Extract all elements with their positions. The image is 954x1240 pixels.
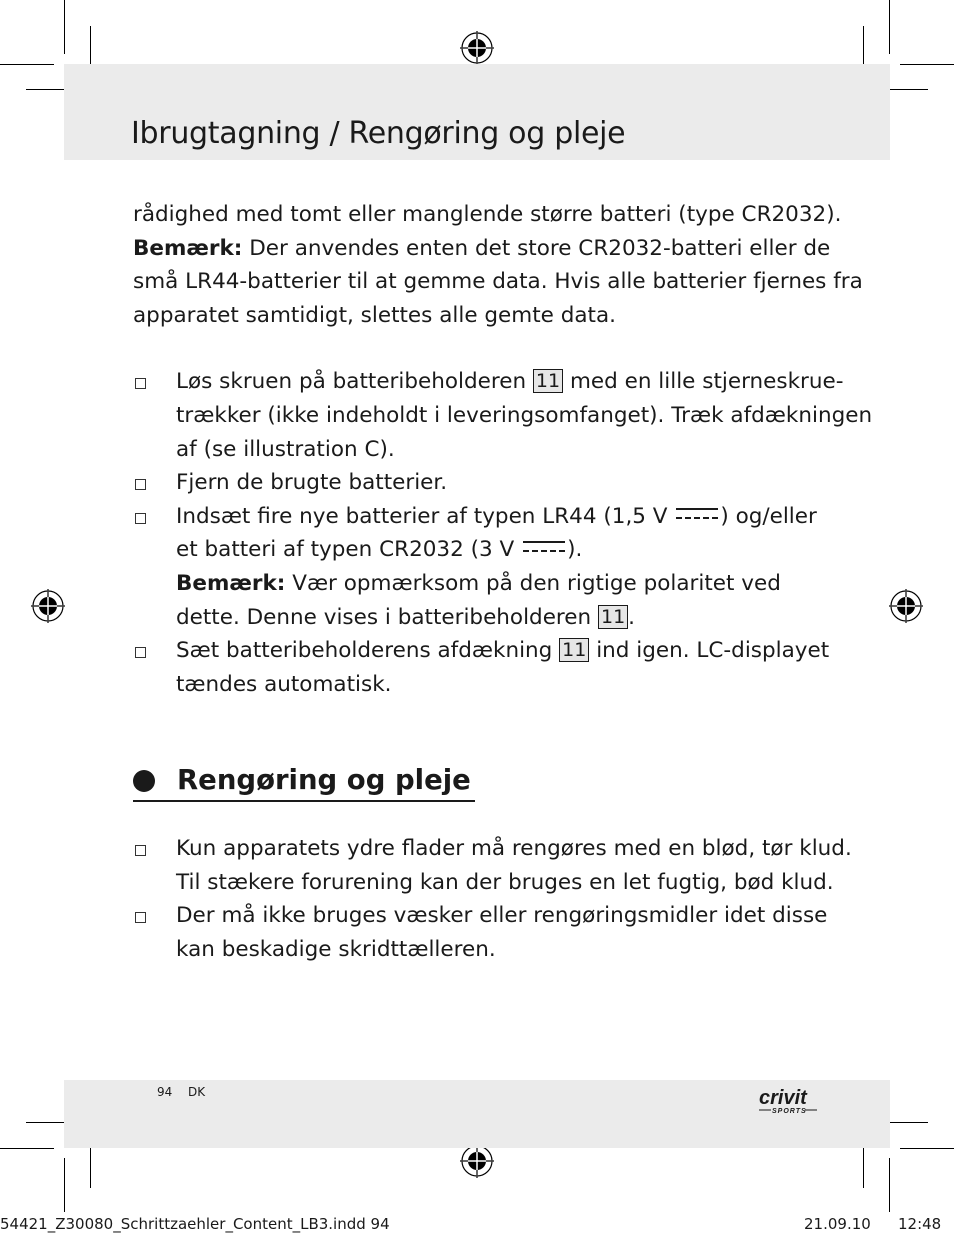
step-text: med en lille stjerneskrue- <box>563 369 844 395</box>
list-item-line <box>176 533 833 567</box>
intro-line <box>133 232 833 266</box>
step-text: Vær opmærksom på den rigtige polaritet ved <box>285 570 781 596</box>
note-label: Bemærk: <box>176 570 286 596</box>
list-item-line <box>176 365 844 399</box>
part-reference: 11 <box>533 369 563 393</box>
list-item-line <box>176 500 833 534</box>
list-item-line: kan beskadige skridttælleren. <box>176 936 496 962</box>
registration-mark-icon <box>889 589 923 623</box>
list-item-line: tændes automatisk. <box>176 671 392 697</box>
list-item <box>133 365 873 466</box>
crop-mark <box>64 0 65 54</box>
registration-mark-icon <box>31 589 65 623</box>
checkbox-bullet-icon <box>135 479 146 490</box>
section-title: Rengøring og pleje <box>177 764 471 796</box>
slug-time: 12:48 <box>898 1215 942 1233</box>
registration-mark-icon <box>460 1144 494 1178</box>
list-item-line: Kun apparatets ydre flader må rengøres med en blød, tør klud. <box>176 836 852 861</box>
checkbox-bullet-icon <box>135 378 146 389</box>
logo-wordmark: crivit <box>759 1087 807 1109</box>
list-item <box>133 832 852 899</box>
crivit-sports-logo <box>757 1082 821 1118</box>
list-item-line: Der må ikke bruges væsker eller rengøringsmidler idet disse <box>176 903 828 929</box>
intro-line: rådighed med tomt eller manglende større batteri (type CR2032). <box>133 202 842 227</box>
step-text: ). <box>567 537 583 563</box>
slug-date: 21.09.10 <box>804 1215 871 1233</box>
intro-line: små LR44-batterier til at gemme data. Hvis alle batterier fjernes fra <box>133 269 863 295</box>
intro-line: apparatet samtidigt, slettes alle gemte data. <box>133 302 616 328</box>
step-text: ind igen. LC-displayet <box>589 638 830 664</box>
list-item <box>133 466 833 500</box>
file-slug: 54421_Z30080_Schrittzaehler_Content_LB3.indd 94 <box>0 1215 390 1233</box>
checkbox-bullet-icon <box>135 845 146 856</box>
step-text: . <box>628 604 636 630</box>
step-text: dette. Denne vises i batteribeholderen <box>176 604 598 630</box>
list-item-line: Fjern de brugte batterier. <box>176 470 448 496</box>
checkbox-bullet-icon <box>135 912 146 923</box>
list-item-line: af (se illustration C). <box>176 436 395 462</box>
step-text: Løs skruen på batteribeholderen <box>176 369 533 395</box>
step-text: ) og/eller <box>720 503 817 529</box>
bullet-dot-icon <box>133 770 155 792</box>
list-item-line <box>176 601 833 635</box>
crop-mark <box>0 1148 54 1149</box>
note-label: Bemærk: <box>133 235 243 261</box>
part-reference: 11 <box>559 638 589 662</box>
crop-mark <box>900 64 954 65</box>
list-item <box>133 899 833 966</box>
crop-mark <box>889 0 890 54</box>
list-item <box>133 634 833 701</box>
list-item-line <box>176 567 833 601</box>
registration-mark-icon <box>460 31 494 65</box>
checkbox-bullet-icon <box>135 513 146 524</box>
main-content <box>133 198 873 701</box>
list-item-line: trækker (ikke indeholdt i leveringsomfanget). Træk afdækningen <box>176 402 873 428</box>
list-item-line: Til stækere forurening kan der bruges en let fugtig, bød klud. <box>176 869 834 895</box>
page-number: 94 <box>157 1085 173 1099</box>
list-item-line <box>176 634 833 668</box>
page-title: Ibrugtagning / Rengøring og pleje <box>131 116 626 151</box>
checkbox-bullet-icon <box>135 647 146 658</box>
part-reference: 11 <box>598 605 628 629</box>
crop-mark <box>64 1158 65 1212</box>
dc-symbol-icon <box>523 540 565 554</box>
step-text: Sæt batteribeholderens afdækning <box>176 638 560 664</box>
crop-mark <box>900 1148 954 1149</box>
dc-symbol-icon <box>676 507 718 521</box>
cleaning-content <box>133 832 852 966</box>
list-item <box>133 500 833 634</box>
intro-text: Der anvendes enten det store CR2032-batteri eller de <box>242 235 831 261</box>
cleaning-list <box>133 832 852 966</box>
logo-subtitle: SPORTS <box>772 1108 807 1115</box>
step-text: Indsæt fire nye batterier af typen LR44 (1,5 V <box>176 503 675 529</box>
steps-list <box>133 365 873 701</box>
section-underline <box>133 800 475 802</box>
step-text: et batteri af typen CR2032 (3 V <box>176 537 522 563</box>
crop-mark <box>889 1158 890 1212</box>
language-code: DK <box>188 1085 206 1099</box>
crop-mark <box>0 64 54 65</box>
intro-paragraph <box>133 198 863 332</box>
